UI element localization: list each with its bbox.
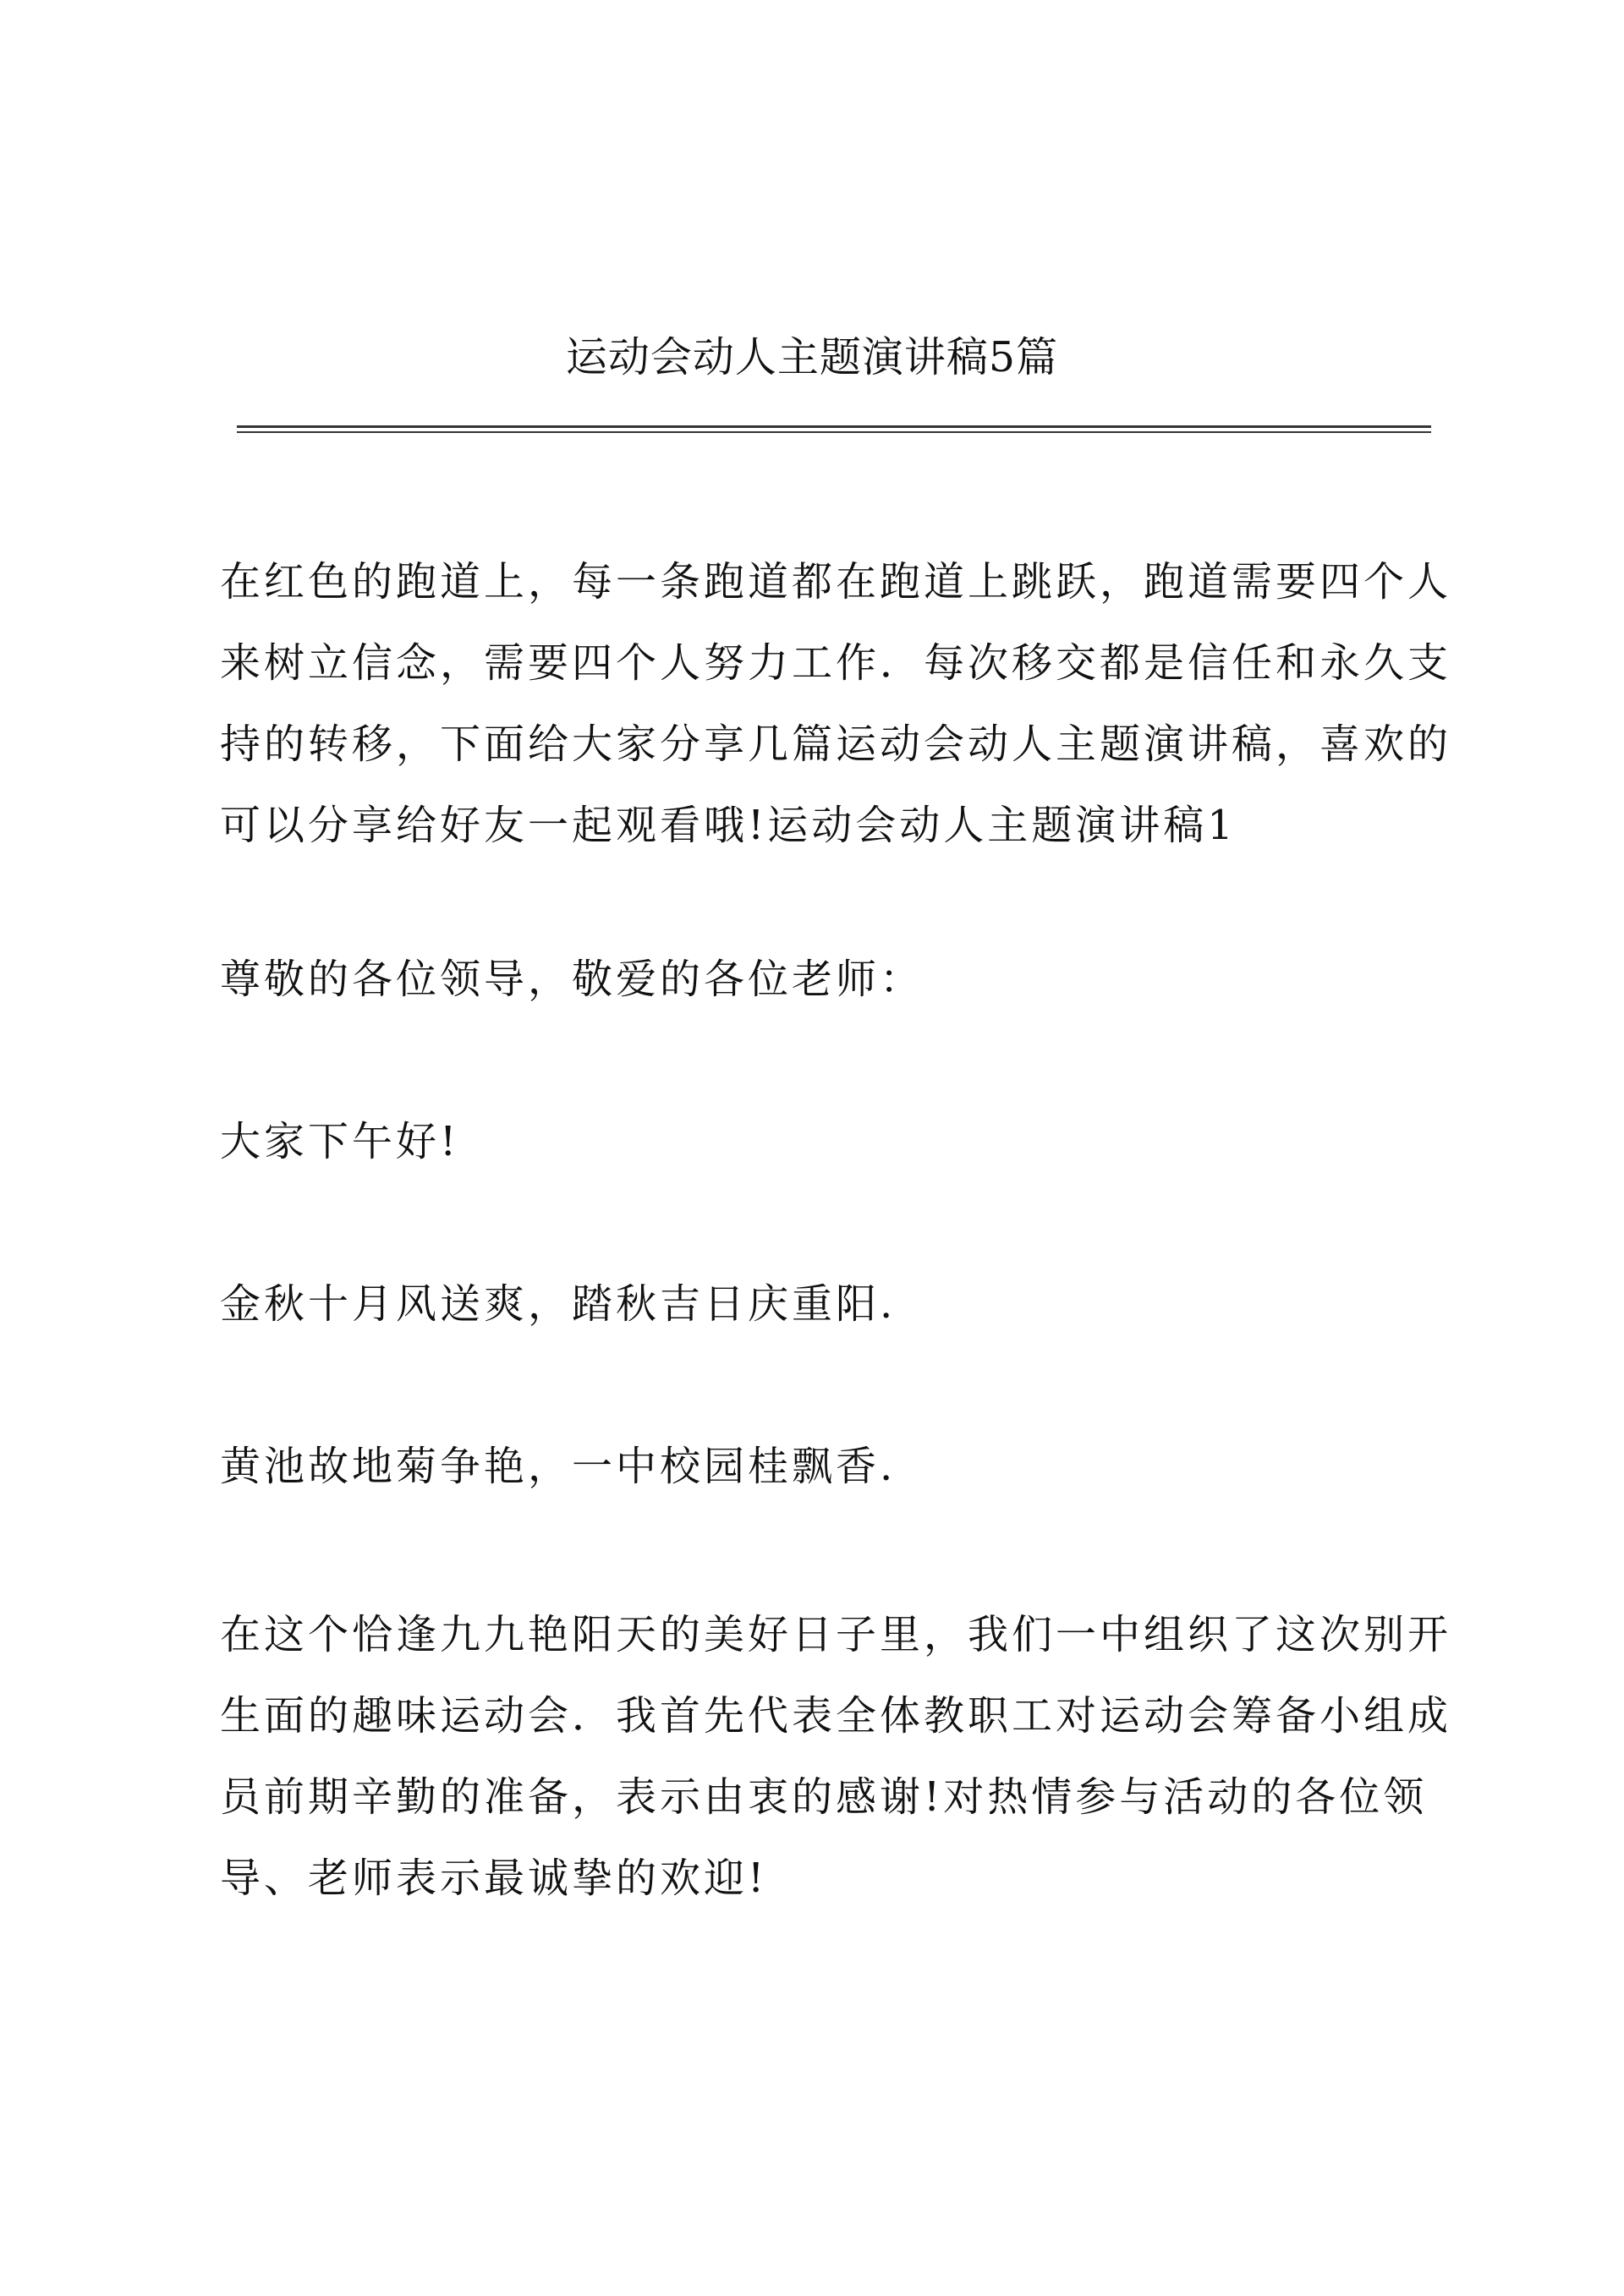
greeting-paragraph — [220, 939, 1438, 1020]
salutation-paragraph — [220, 1101, 1438, 1182]
paragraph-line: 生面的趣味运动会．我首先代表全体教职工对运动会筹备小组成 — [220, 1692, 1452, 1740]
title-divider-thick — [237, 425, 1431, 428]
intro-paragraph — [220, 541, 1452, 866]
paragraph-line: 在红色的跑道上，每一条跑道都在跑道上跳跃，跑道需要四个人 — [220, 558, 1452, 606]
paragraph-line: 在这个恰逢九九艳阳天的美好日子里，我们一中组织了这次别开 — [220, 1611, 1452, 1658]
verse-paragraph-1 — [220, 1263, 1438, 1345]
paragraph-line: 金秋十月风送爽，踏秋吉日庆重阳. — [220, 1280, 897, 1328]
paragraph-line: 黄池故地菊争艳，一中校园桂飘香. — [220, 1443, 897, 1490]
verse-paragraph-2 — [220, 1426, 1438, 1507]
paragraph-line: 持的转移，下面给大家分享几篇运动会动人主题演讲稿，喜欢的 — [220, 721, 1452, 768]
paragraph-line: 来树立信念，需要四个人努力工作．每次移交都是信任和永久支 — [220, 639, 1452, 687]
paragraph-line: 导、老师表示最诚挚的欢迎! — [220, 1855, 768, 1902]
document-title: 运动会动人主题演讲稿5篇 — [565, 333, 1059, 381]
paragraph-line: 可以分享给好友一起观看哦!运动会动人主题演讲稿1 — [220, 802, 1237, 849]
paragraph-line: 尊敬的各位领导，敬爱的各位老师： — [220, 956, 924, 1003]
paragraph-line: 员前期辛勤的准备，表示由衷的感谢!对热情参与活动的各位领 — [220, 1773, 1428, 1821]
body-paragraph — [220, 1594, 1452, 1919]
title-divider-thin — [237, 431, 1431, 433]
paragraph-line: 大家下午好! — [220, 1118, 460, 1165]
